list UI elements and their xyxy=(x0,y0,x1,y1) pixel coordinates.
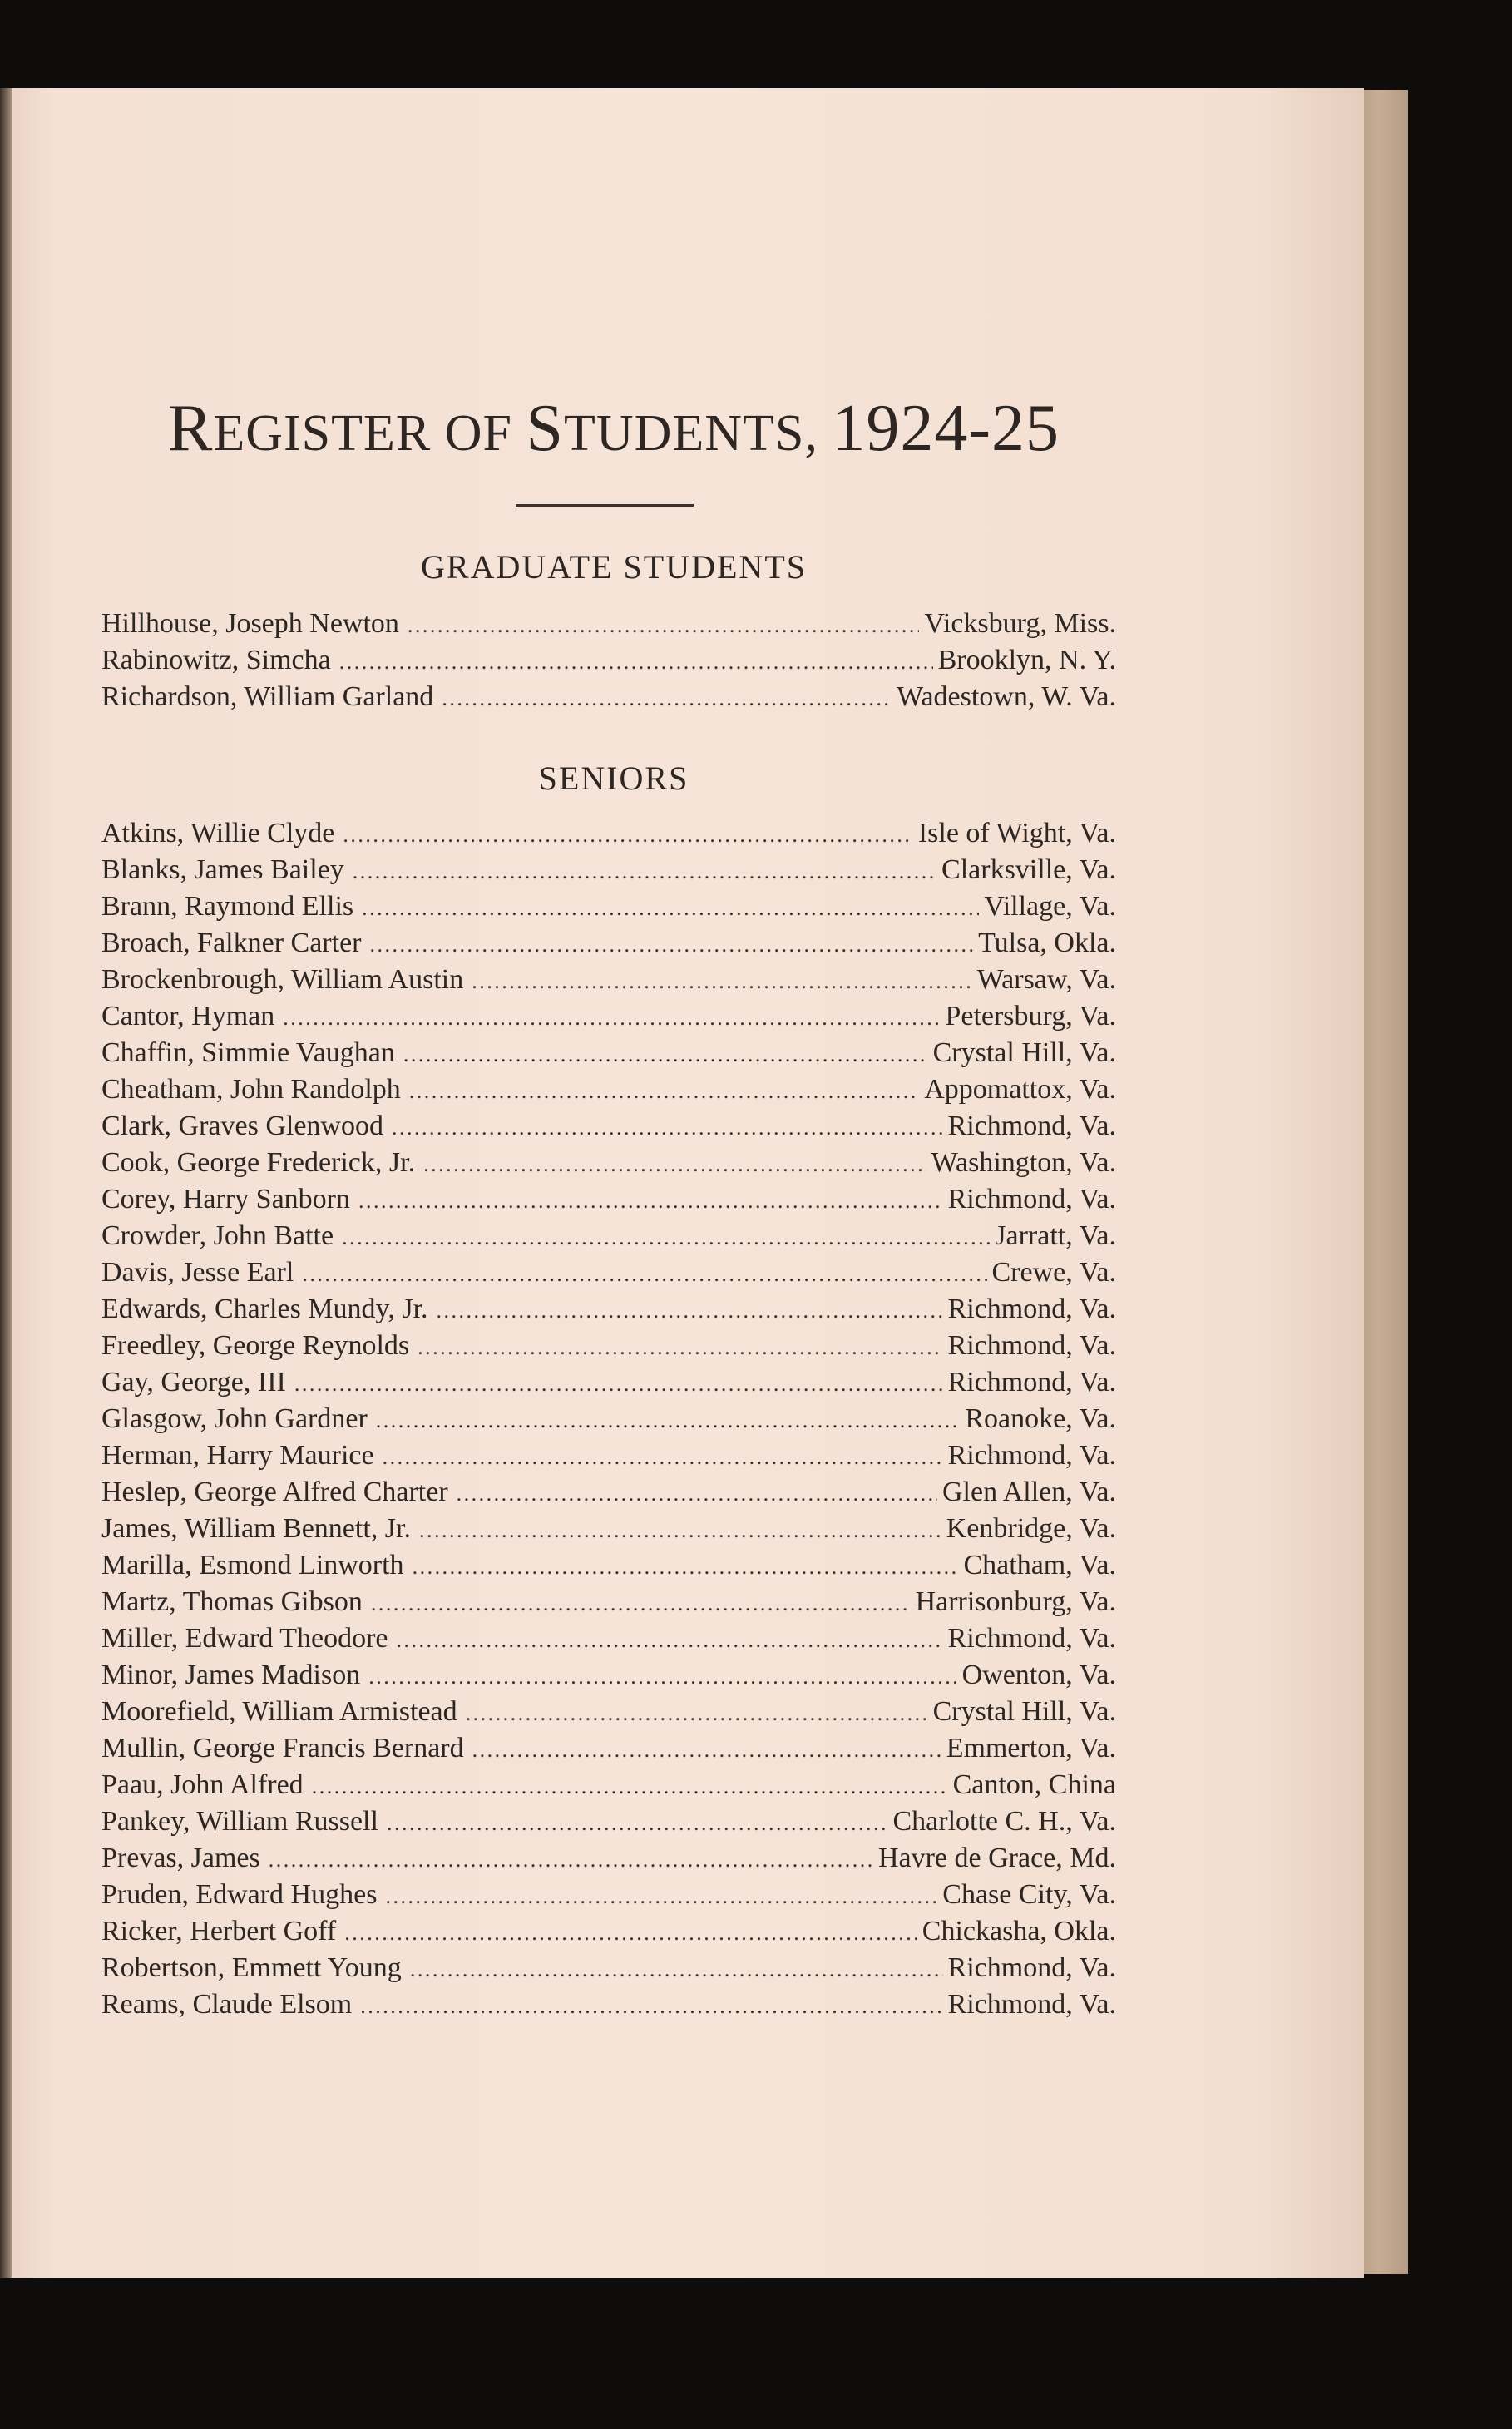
dot-leader xyxy=(269,1840,873,1877)
dot-leader xyxy=(343,815,912,852)
student-hometown: Warsaw, Va. xyxy=(976,964,1116,995)
seniors-list xyxy=(101,815,1116,2023)
student-name: Gay, George, III xyxy=(101,1367,286,1398)
student-entry xyxy=(101,1254,1116,1291)
student-name: Ricker, Herbert Goff xyxy=(101,1916,337,1947)
student-entry xyxy=(101,606,1116,642)
student-hometown: Chatham, Va. xyxy=(963,1550,1116,1581)
graduate-heading: GRADUATE STUDENTS xyxy=(421,548,807,586)
student-hometown: Petersburg, Va. xyxy=(945,1001,1116,1031)
student-entry xyxy=(101,1437,1116,1474)
student-hometown: Richmond, Va. xyxy=(947,1294,1116,1324)
student-hometown: Crystal Hill, Va. xyxy=(932,1696,1116,1727)
dot-leader xyxy=(383,1437,943,1474)
student-name: Cook, George Frederick, Jr. xyxy=(101,1147,416,1178)
student-hometown: Clarksville, Va. xyxy=(941,854,1116,885)
dot-leader xyxy=(457,1474,937,1511)
student-entry xyxy=(101,1620,1116,1657)
title-years: 1924-25 xyxy=(832,392,1060,465)
student-hometown: Jarratt, Va. xyxy=(995,1220,1116,1251)
title-word-of: OF xyxy=(444,405,512,462)
student-name: Clark, Graves Glenwood xyxy=(101,1111,383,1141)
student-hometown: Richmond, Va. xyxy=(947,1367,1116,1398)
student-name: Marilla, Esmond Linworth xyxy=(101,1550,404,1581)
student-name: Glasgow, John Gardner xyxy=(101,1403,368,1434)
student-entry xyxy=(101,1767,1116,1803)
student-name: Pruden, Edward Hughes xyxy=(101,1879,378,1910)
dot-leader xyxy=(413,1547,959,1584)
dot-leader xyxy=(442,679,892,715)
student-name: Heslep, George Alfred Charter xyxy=(101,1477,448,1507)
student-entry xyxy=(101,1474,1116,1511)
title-initial-r: R xyxy=(167,392,214,465)
student-name: Chaffin, Simmie Vaughan xyxy=(101,1037,395,1068)
student-name: Cheatham, John Randolph xyxy=(101,1074,401,1105)
student-hometown: Richmond, Va. xyxy=(947,1330,1116,1361)
student-name: Brann, Raymond Ellis xyxy=(101,891,354,922)
title-divider xyxy=(516,504,694,507)
dot-leader xyxy=(283,998,940,1035)
student-name: James, William Bennett, Jr. xyxy=(101,1513,411,1544)
dot-leader xyxy=(353,852,936,888)
student-entry xyxy=(101,1950,1116,1986)
student-name: Mullin, George Francis Bernard xyxy=(101,1733,464,1764)
student-name: Reams, Claude Elsom xyxy=(101,1989,353,2020)
student-name: Robertson, Emmett Young xyxy=(101,1952,402,1983)
student-entry xyxy=(101,1401,1116,1437)
dot-leader xyxy=(302,1254,986,1291)
student-name: Hillhouse, Joseph Newton xyxy=(101,608,399,639)
student-name: Blanks, James Bailey xyxy=(101,854,344,885)
student-name: Minor, James Madison xyxy=(101,1660,361,1690)
student-hometown: Washington, Va. xyxy=(931,1147,1116,1178)
dot-leader xyxy=(397,1620,943,1657)
student-hometown: Wadestown, W. Va. xyxy=(897,681,1116,712)
dot-leader xyxy=(370,925,974,962)
dot-leader xyxy=(312,1767,948,1803)
student-hometown: Crystal Hill, Va. xyxy=(932,1037,1116,1068)
student-hometown: Charlotte C. H., Va. xyxy=(892,1806,1116,1837)
student-entry xyxy=(101,815,1116,852)
dot-leader xyxy=(339,642,933,679)
student-name: Davis, Jesse Earl xyxy=(101,1257,294,1288)
student-entry xyxy=(101,1547,1116,1584)
student-hometown: Richmond, Va. xyxy=(947,1623,1116,1654)
student-hometown: Richmond, Va. xyxy=(947,1952,1116,1983)
title-initial-s: S xyxy=(526,392,564,465)
student-entry xyxy=(101,1364,1116,1401)
student-hometown: Kenbridge, Va. xyxy=(946,1513,1116,1544)
student-entry xyxy=(101,1803,1116,1840)
dot-leader xyxy=(408,606,919,642)
student-entry xyxy=(101,1913,1116,1950)
dot-leader xyxy=(360,1986,942,2023)
student-entry xyxy=(101,1181,1116,1218)
student-entry xyxy=(101,679,1116,715)
student-hometown: Richmond, Va. xyxy=(947,1440,1116,1471)
dot-leader xyxy=(342,1218,990,1254)
student-hometown: Havre de Grace, Md. xyxy=(877,1843,1116,1873)
dot-leader xyxy=(392,1108,943,1145)
student-hometown: Village, Va. xyxy=(984,891,1116,922)
dot-leader xyxy=(385,1877,937,1913)
student-entry xyxy=(101,1584,1116,1620)
student-hometown: Chickasha, Okla. xyxy=(922,1916,1116,1947)
student-hometown: Appomattox, Va. xyxy=(924,1074,1116,1105)
dot-leader xyxy=(358,1181,943,1218)
student-entry xyxy=(101,852,1116,888)
student-hometown: Glen Allen, Va. xyxy=(941,1477,1116,1507)
student-name: Prevas, James xyxy=(101,1843,260,1873)
dot-leader xyxy=(294,1364,943,1401)
student-name: Brockenbrough, William Austin xyxy=(101,964,464,995)
student-hometown: Tulsa, Okla. xyxy=(978,928,1116,958)
student-entry xyxy=(101,1657,1116,1694)
dot-leader xyxy=(368,1657,956,1694)
dot-leader xyxy=(387,1803,888,1840)
student-entry xyxy=(101,962,1116,998)
student-entry xyxy=(101,888,1116,925)
seniors-heading: SENIORS xyxy=(538,759,689,797)
graduate-list xyxy=(101,606,1116,715)
student-entry xyxy=(101,1291,1116,1328)
dot-leader xyxy=(344,1913,917,1950)
student-hometown: Isle of Wight, Va. xyxy=(917,818,1116,848)
student-name: Pankey, William Russell xyxy=(101,1806,378,1837)
student-hometown: Crewe, Va. xyxy=(991,1257,1116,1288)
dot-leader xyxy=(472,962,972,998)
dot-leader xyxy=(437,1291,943,1328)
student-hometown: Richmond, Va. xyxy=(947,1184,1116,1214)
student-entry xyxy=(101,925,1116,962)
student-hometown: Chase City, Va. xyxy=(942,1879,1116,1910)
student-hometown: Vicksburg, Miss. xyxy=(924,608,1116,639)
student-name: Freedley, George Reynolds xyxy=(101,1330,410,1361)
student-entry xyxy=(101,998,1116,1035)
student-entry xyxy=(101,1511,1116,1547)
student-entry xyxy=(101,642,1116,679)
student-name: Atkins, Willie Clyde xyxy=(101,818,335,848)
dot-leader xyxy=(472,1730,941,1767)
student-entry xyxy=(101,1694,1116,1730)
student-entry xyxy=(101,1035,1116,1071)
dot-leader xyxy=(423,1145,926,1181)
dot-leader xyxy=(376,1401,961,1437)
student-hometown: Richmond, Va. xyxy=(947,1111,1116,1141)
student-hometown: Emmerton, Va. xyxy=(946,1733,1116,1764)
student-name: Edwards, Charles Mundy, Jr. xyxy=(101,1294,428,1324)
dot-leader xyxy=(362,888,979,925)
student-entry xyxy=(101,1730,1116,1767)
student-name: Martz, Thomas Gibson xyxy=(101,1586,363,1617)
student-entry xyxy=(101,1986,1116,2023)
student-entry xyxy=(101,1218,1116,1254)
student-name: Corey, Harry Sanborn xyxy=(101,1184,350,1214)
student-name: Crowder, John Batte xyxy=(101,1220,334,1251)
page-edge xyxy=(1360,90,1408,2274)
page-title xyxy=(0,391,1228,467)
dot-leader xyxy=(371,1584,911,1620)
student-hometown: Canton, China xyxy=(952,1769,1116,1800)
student-name: Moorefield, William Armistead xyxy=(101,1696,457,1727)
student-hometown: Richmond, Va. xyxy=(947,1989,1116,2020)
dot-leader xyxy=(466,1694,928,1730)
student-entry xyxy=(101,1877,1116,1913)
student-entry xyxy=(101,1145,1116,1181)
student-hometown: Roanoke, Va. xyxy=(965,1403,1116,1434)
student-entry xyxy=(101,1071,1116,1108)
student-entry xyxy=(101,1840,1116,1877)
student-name: Rabinowitz, Simcha xyxy=(101,645,331,675)
dot-leader xyxy=(418,1328,942,1364)
dot-leader xyxy=(410,1950,943,1986)
title-word-students: TUDENTS, xyxy=(563,405,818,462)
student-name: Herman, Harry Maurice xyxy=(101,1440,374,1471)
student-entry xyxy=(101,1108,1116,1145)
dot-leader xyxy=(403,1035,928,1071)
student-name: Paau, John Alfred xyxy=(101,1769,304,1800)
student-name: Richardson, William Garland xyxy=(101,681,434,712)
student-name: Cantor, Hyman xyxy=(101,1001,275,1031)
student-name: Broach, Falkner Carter xyxy=(101,928,362,958)
dot-leader xyxy=(409,1071,919,1108)
student-hometown: Harrisonburg, Va. xyxy=(915,1586,1116,1617)
student-hometown: Brooklyn, N. Y. xyxy=(937,645,1116,675)
title-word-register: EGISTER xyxy=(213,405,432,462)
student-entry xyxy=(101,1328,1116,1364)
dot-leader xyxy=(419,1511,941,1547)
student-hometown: Owenton, Va. xyxy=(961,1660,1116,1690)
student-name: Miller, Edward Theodore xyxy=(101,1623,388,1654)
